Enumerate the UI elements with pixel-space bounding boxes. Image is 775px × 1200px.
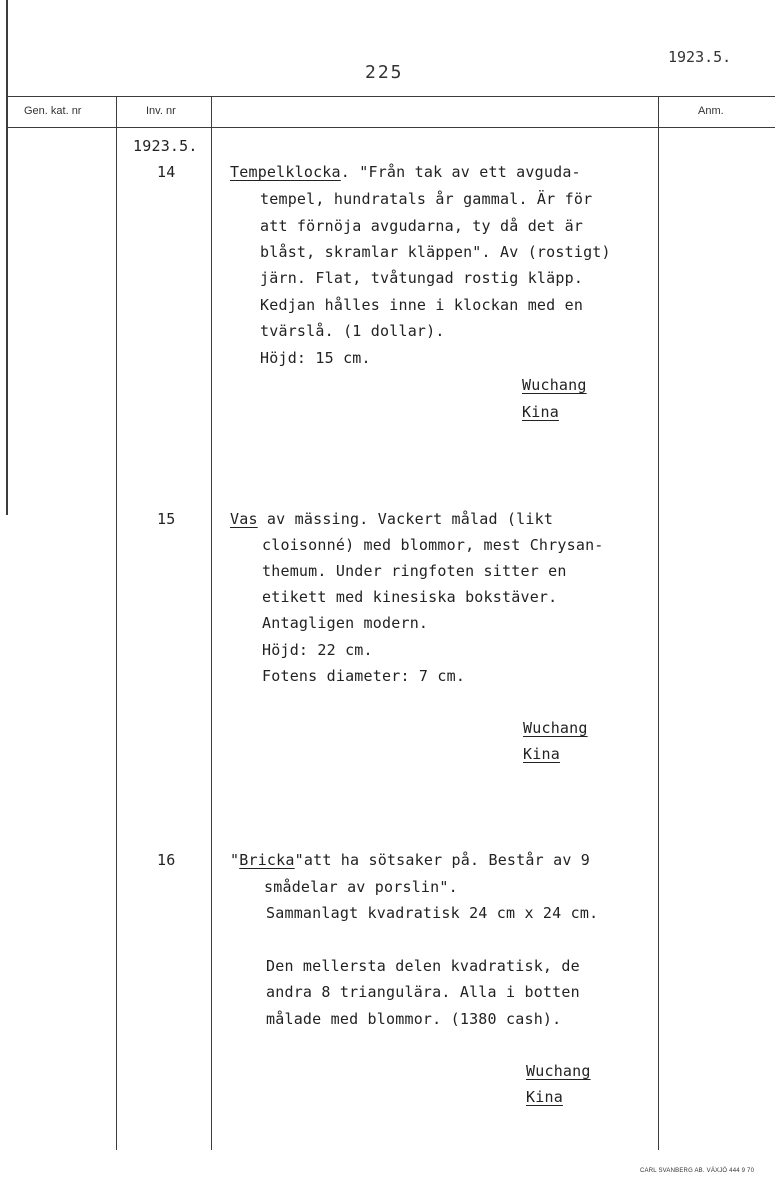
entry-line: smådelar av porslin". [264,878,458,896]
entry-title-line [230,510,553,528]
entry-number: 14 [157,163,176,181]
entry-title-prefix: " [230,851,240,869]
entry-number: 16 [157,851,176,869]
entry-line: tempel, hundratals år gammal. Är för [260,190,593,208]
entry-title: Bricka [239,851,295,869]
entry-line: Kedjan hålles inne i klockan med en [260,296,584,314]
entry-country: Kina [526,1088,563,1106]
entry-country: Kina [523,745,560,763]
entry-title-rest: "att ha sötsaker på. Består av 9 [294,851,591,869]
entry-line: Den mellersta delen kvadratisk, de [266,957,580,975]
entry-place: Wuchang [522,376,587,394]
header-anm: Anm. [698,105,724,117]
entry-title-line [230,851,590,869]
entry-line: Fotens diameter: 7 cm. [262,667,466,685]
inv-date: 1923.5. [133,137,198,155]
entry-line: målade med blommor. (1380 cash). [266,1010,562,1028]
header-bottom-rule [8,127,775,128]
entry-place: Wuchang [526,1062,591,1080]
entry-title: Tempelklocka [230,163,341,181]
entry-line: themum. Under ringfoten sitter en [262,562,567,580]
entry-line: Höjd: 15 cm. [260,349,371,367]
header-top-rule [8,96,775,97]
entry-line: Höjd: 22 cm. [262,641,373,659]
header-gen-kat-nr: Gen. kat. nr [24,105,82,117]
page-number: 225 [365,62,404,83]
top-date: 1923.5. [668,48,732,66]
entry-line: järn. Flat, tvåtungad rostig kläpp. [260,269,584,287]
column-divider-text [211,96,212,1150]
entry-line: Sammanlagt kvadratisk 24 cm x 24 cm. [266,904,599,922]
entry-line: andra 8 triangulära. Alla i botten [266,983,580,1001]
column-divider-inv [116,96,117,1150]
entry-line: etikett med kinesiska bokstäver. [262,588,558,606]
entry-line: cloisonné) med blommor, mest Chrysan- [262,536,604,554]
left-margin-line [6,0,8,515]
entry-line: Antagligen modern. [262,614,429,632]
printer-mark: CARL SVANBERG AB. VÄXJÖ 444 9 70 [640,1168,755,1174]
entry-line: tvärslå. (1 dollar). [260,322,445,340]
entry-place: Wuchang [523,719,588,737]
entry-line: att förnöja avgudarna, ty då det är [260,217,584,235]
header-inv-nr: Inv. nr [146,105,176,117]
entry-country: Kina [522,403,559,421]
entry-title-rest: av mässing. Vackert målad (likt [257,510,554,528]
entry-line: blåst, skramlar kläppen". Av (rostigt) [260,243,611,261]
entry-number: 15 [157,510,176,528]
entry-title-line [230,163,581,181]
entry-title: Vas [230,510,258,528]
column-divider-anm [658,96,659,1150]
entry-title-rest: . "Från tak av ett avguda- [340,163,581,181]
